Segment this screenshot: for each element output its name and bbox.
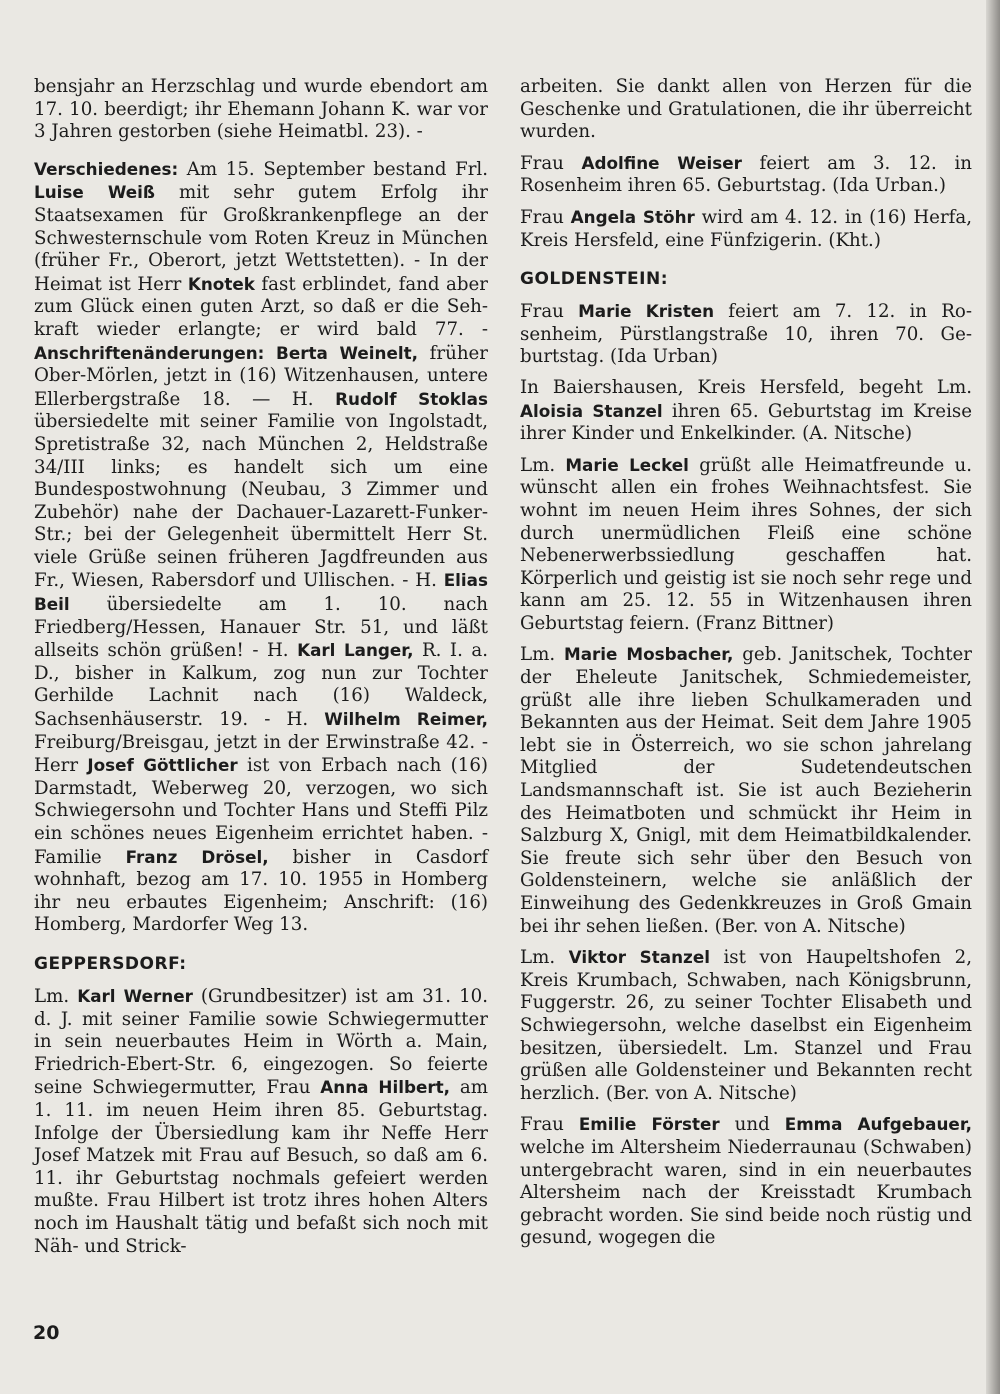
paragraph-viktor-stanzel bbox=[520, 946, 972, 1105]
page-edge-shadow bbox=[986, 0, 1000, 1394]
text: Frau bbox=[520, 152, 582, 174]
person-name: Viktor Stanzel bbox=[568, 947, 710, 968]
section-heading-goldenstein: GOLDENSTEIN: bbox=[520, 269, 668, 290]
person-name: Angela Stöhr bbox=[570, 206, 695, 227]
paragraph-continuation: bensjahr an Herzschlag und wurde ebendort am 17. 10. beerdigt; ihr Ehemann Johann K. war vor 3 Jahren gestorben (siehe Heimatbl. 23). - bbox=[34, 76, 488, 143]
text: Lm. bbox=[520, 947, 569, 969]
right-column bbox=[520, 76, 972, 1258]
text: früher Ober-Mörlen, jetzt in (16) Witzenhausen, untere Ellerbergstraße 18. — H. bbox=[34, 342, 488, 410]
section-label: Anschriftenänderungen: bbox=[34, 342, 265, 363]
text: und bbox=[719, 1114, 785, 1136]
paragraph-aloisia-stanzel bbox=[520, 377, 972, 446]
person-name: Josef Göttlicher bbox=[87, 755, 238, 776]
text: mit sehr gutem Erfolg ihr Staatsexamen für Großkrankenpflege an der Schwesternschule vom Roten Kreuz in München (früher Fr., Oberort, jetzt Wettstetten). - In der Heimat ist Herr bbox=[34, 182, 488, 295]
person-name: Marie Leckel bbox=[565, 454, 689, 475]
text: feiert am 7. 12. in Rosenheim, Pürstlangstraße 10, ihren 70. Geburtstag. (Ida Urban) bbox=[520, 301, 973, 368]
text: (Grundbesitzer) ist am 31. 10. d. J. mit seiner Familie sowie Schwiegermutter in sein neuerbautes Heim in Wörth a. Main, Friedrich-Ebert-Str. 6, eingezogen. So feierte seine Schwiegermutter, Frau bbox=[34, 985, 489, 1099]
section-heading-geppersdorf: GEPPERSDORF: bbox=[34, 953, 187, 974]
text: ist von Erbach nach (16) Darmstadt, Weberweg 20, verzogen, wo sich Schwiegersohn und Tochter Hans und Steffi Pilz ein schönes neues Eigenheim errichtet haben. - Familie bbox=[34, 755, 488, 868]
text: wird am 4. 12. in (16) Herfa, Kreis Hersfeld, eine Fünfzigerin. (Kht.) bbox=[520, 206, 972, 251]
person-name: Franz Drösel, bbox=[125, 846, 269, 867]
text: bisher in Casdorf wohnhaft, bezog am 17. 10. 1955 in Homberg ihr neu erbautes Eigenheim; Anschrift: (16) Homberg, Mardorfer Weg 13. bbox=[34, 846, 489, 936]
person-name: Berta Weinelt, bbox=[276, 342, 419, 363]
text: ihren 65. Geburtstag im Kreise ihrer Kinder und Enkelkinder. (A. Nitsche) bbox=[520, 400, 972, 445]
text: In Baiershausen, Kreis Hersfeld, begeht Lm. bbox=[520, 376, 972, 398]
text: Frau bbox=[520, 206, 571, 228]
paragraph-marie-mosbacher bbox=[520, 643, 972, 938]
text: grüßt alle Heimatfreunde u. wünscht allen ein frohes Weihnachtsfest. Sie wohnt im neuen Heim ihres Sohnes, der sich durch unermüdlichen Fleiß eine schöne Nebenerwerbssiedlung geschaffen hat. Körperlich und geistig ist sie noch sehr rege und kann am 25. 12. 55 in Witzenhausen ihren Geburtstag feiern. (Franz Bittner) bbox=[520, 454, 973, 634]
person-name: Elias Beil bbox=[34, 570, 488, 615]
person-name: Knotek bbox=[187, 273, 255, 294]
text: Am 15. September bestand Frl. bbox=[178, 158, 488, 180]
paragraph-marie-kristen bbox=[520, 300, 972, 369]
person-name: Emma Aufgebauer, bbox=[784, 1114, 972, 1135]
person-name: Rudolf Stoklas bbox=[335, 388, 488, 409]
paragraph-angela-stoehr bbox=[520, 206, 972, 252]
text: welche im Altersheim Niederraunau (Schwaben) untergebracht waren, sind in ein neuerbautes Altersheim nach der Kreisstadt Krumbach gebracht worden. Sie sind beide noch rüstig und gesund, wogegen die bbox=[520, 1136, 972, 1249]
text: R. I. a. D., bisher in Kalkum, zog nun zur Tochter Gerhilde Lachnit nach (16) Waldeck, Sachsenhäuserstr. 19. - H. bbox=[34, 640, 488, 731]
text: Frau bbox=[520, 301, 579, 323]
person-name: Anna Hilbert, bbox=[320, 1077, 451, 1098]
person-name: Karl Werner bbox=[77, 985, 193, 1006]
text: feiert am 3. 12. in Rosenheim ihren 65. Geburtstag. (Ida Urban.) bbox=[520, 152, 972, 197]
text: am 1. 11. im neuen Heim ihren 85. Geburtstag. Infolge der Übersiedlung kam ihr Neffe Herr Josef Matzek mit Frau auf Besuch, so daß am 6. 11. ihr Geburtstag nochmals gefeiert werden mußte. Frau Hilbert ist trotz ihres hohen Alters noch im Haushalt tätig und befaßt sich noch mit Näh- und Strick- bbox=[34, 1077, 488, 1257]
text: Lm. bbox=[520, 644, 564, 666]
person-name: Karl Langer, bbox=[297, 640, 414, 661]
text bbox=[264, 343, 276, 364]
text: Lm. bbox=[520, 454, 566, 476]
text: Lm. bbox=[34, 985, 78, 1007]
text: Freiburg/Breisgau, jetzt in der Erwinstraße 42. - Herr bbox=[34, 731, 488, 777]
person-name: Marie Mosbacher, bbox=[564, 644, 734, 665]
paragraph-verschiedenes bbox=[34, 158, 488, 937]
paragraph-continuation-right: arbeiten. Sie dankt allen von Herzen für die Geschenke und Gratulationen, die ihr überreicht wurden. bbox=[520, 76, 972, 143]
paragraph-marie-leckel bbox=[520, 454, 972, 636]
person-name: Emilie Förster bbox=[578, 1114, 720, 1135]
person-name: Marie Kristen bbox=[578, 301, 715, 322]
section-label: Verschiedenes: bbox=[34, 158, 179, 179]
paragraph-emilie-foerster bbox=[520, 1113, 972, 1250]
paragraph-adolfine-weiser bbox=[520, 152, 972, 198]
person-name: Adolfine Weiser bbox=[581, 152, 742, 173]
text: Frau bbox=[520, 1114, 579, 1136]
text: ist von Haupeltshofen 2, Kreis Krumbach, Schwaben, nach Königsbrunn, Fuggerstr. 26, zu seiner Tochter Elisabeth und Schwiegersohn, welche daselbst ein Eigenheim besitzen, übersiedelt. Lm. Stanzel und Frau grüßen alle Goldensteiner und Bekannten recht herzlich. (Ber. von A. Nitsche) bbox=[520, 947, 972, 1104]
person-name: Luise Weiß bbox=[34, 182, 155, 203]
page-number: 20 bbox=[33, 1322, 60, 1344]
text: fast erblindet, fand aber zum Glück einen guten Arzt, so daß er die Sehkraft wieder erlangte; er wird bald 77. - bbox=[34, 273, 488, 340]
text: übersiedelte am 1. 10. nach Friedberg/Hessen, Hanauer Str. 51, und läßt allseits schön grüßen! - H. bbox=[34, 594, 488, 662]
text: übersiedelte mit seiner Familie von Ingolstadt, Spretistraße 32, nach München 2, Heldstraße 34/III links; es handelt sich um eine Bundespostwohnung (Neubau, 3 Zimmer und Zubehör) nahe der Dachauer-Lazarett-Funker-Str.; bei der Gelegenheit übermittelt Herr St. viele Grüße seinen früheren Jagdfreunden aus Fr., Wiesen, Rabersdorf und Ullischen. - H. bbox=[34, 411, 488, 592]
text: geb. Janitschek, Tochter der Eheleute Janitschek, Schmiedemeister, grüßt alle ihre lieben Schulkameraden und Bekannten aus der Heimat. Seit dem Jahre 1905 lebt sie in Österreich, wo sie schon jahrelang Mitglied der Sudetendeutschen Landsmannschaft ist. Sie ist auch Bezieherin des Heimatboten und schmückt ihr Heim in Salzburg X, Gnigl, mit dem Heimatbildkalender. Sie freute sich sehr über den Besuch von Goldensteinern, welche sie anläßlich der Einweihung des Gedenkkreuzes in Groß Gmain bei ihr sehen ließen. (Ber. von A. Nitsche) bbox=[520, 644, 973, 937]
paragraph-karl-werner bbox=[34, 985, 488, 1258]
person-name: Wilhelm Reimer, bbox=[324, 709, 489, 730]
left-column bbox=[34, 76, 488, 1266]
person-name: Aloisia Stanzel bbox=[520, 400, 663, 421]
